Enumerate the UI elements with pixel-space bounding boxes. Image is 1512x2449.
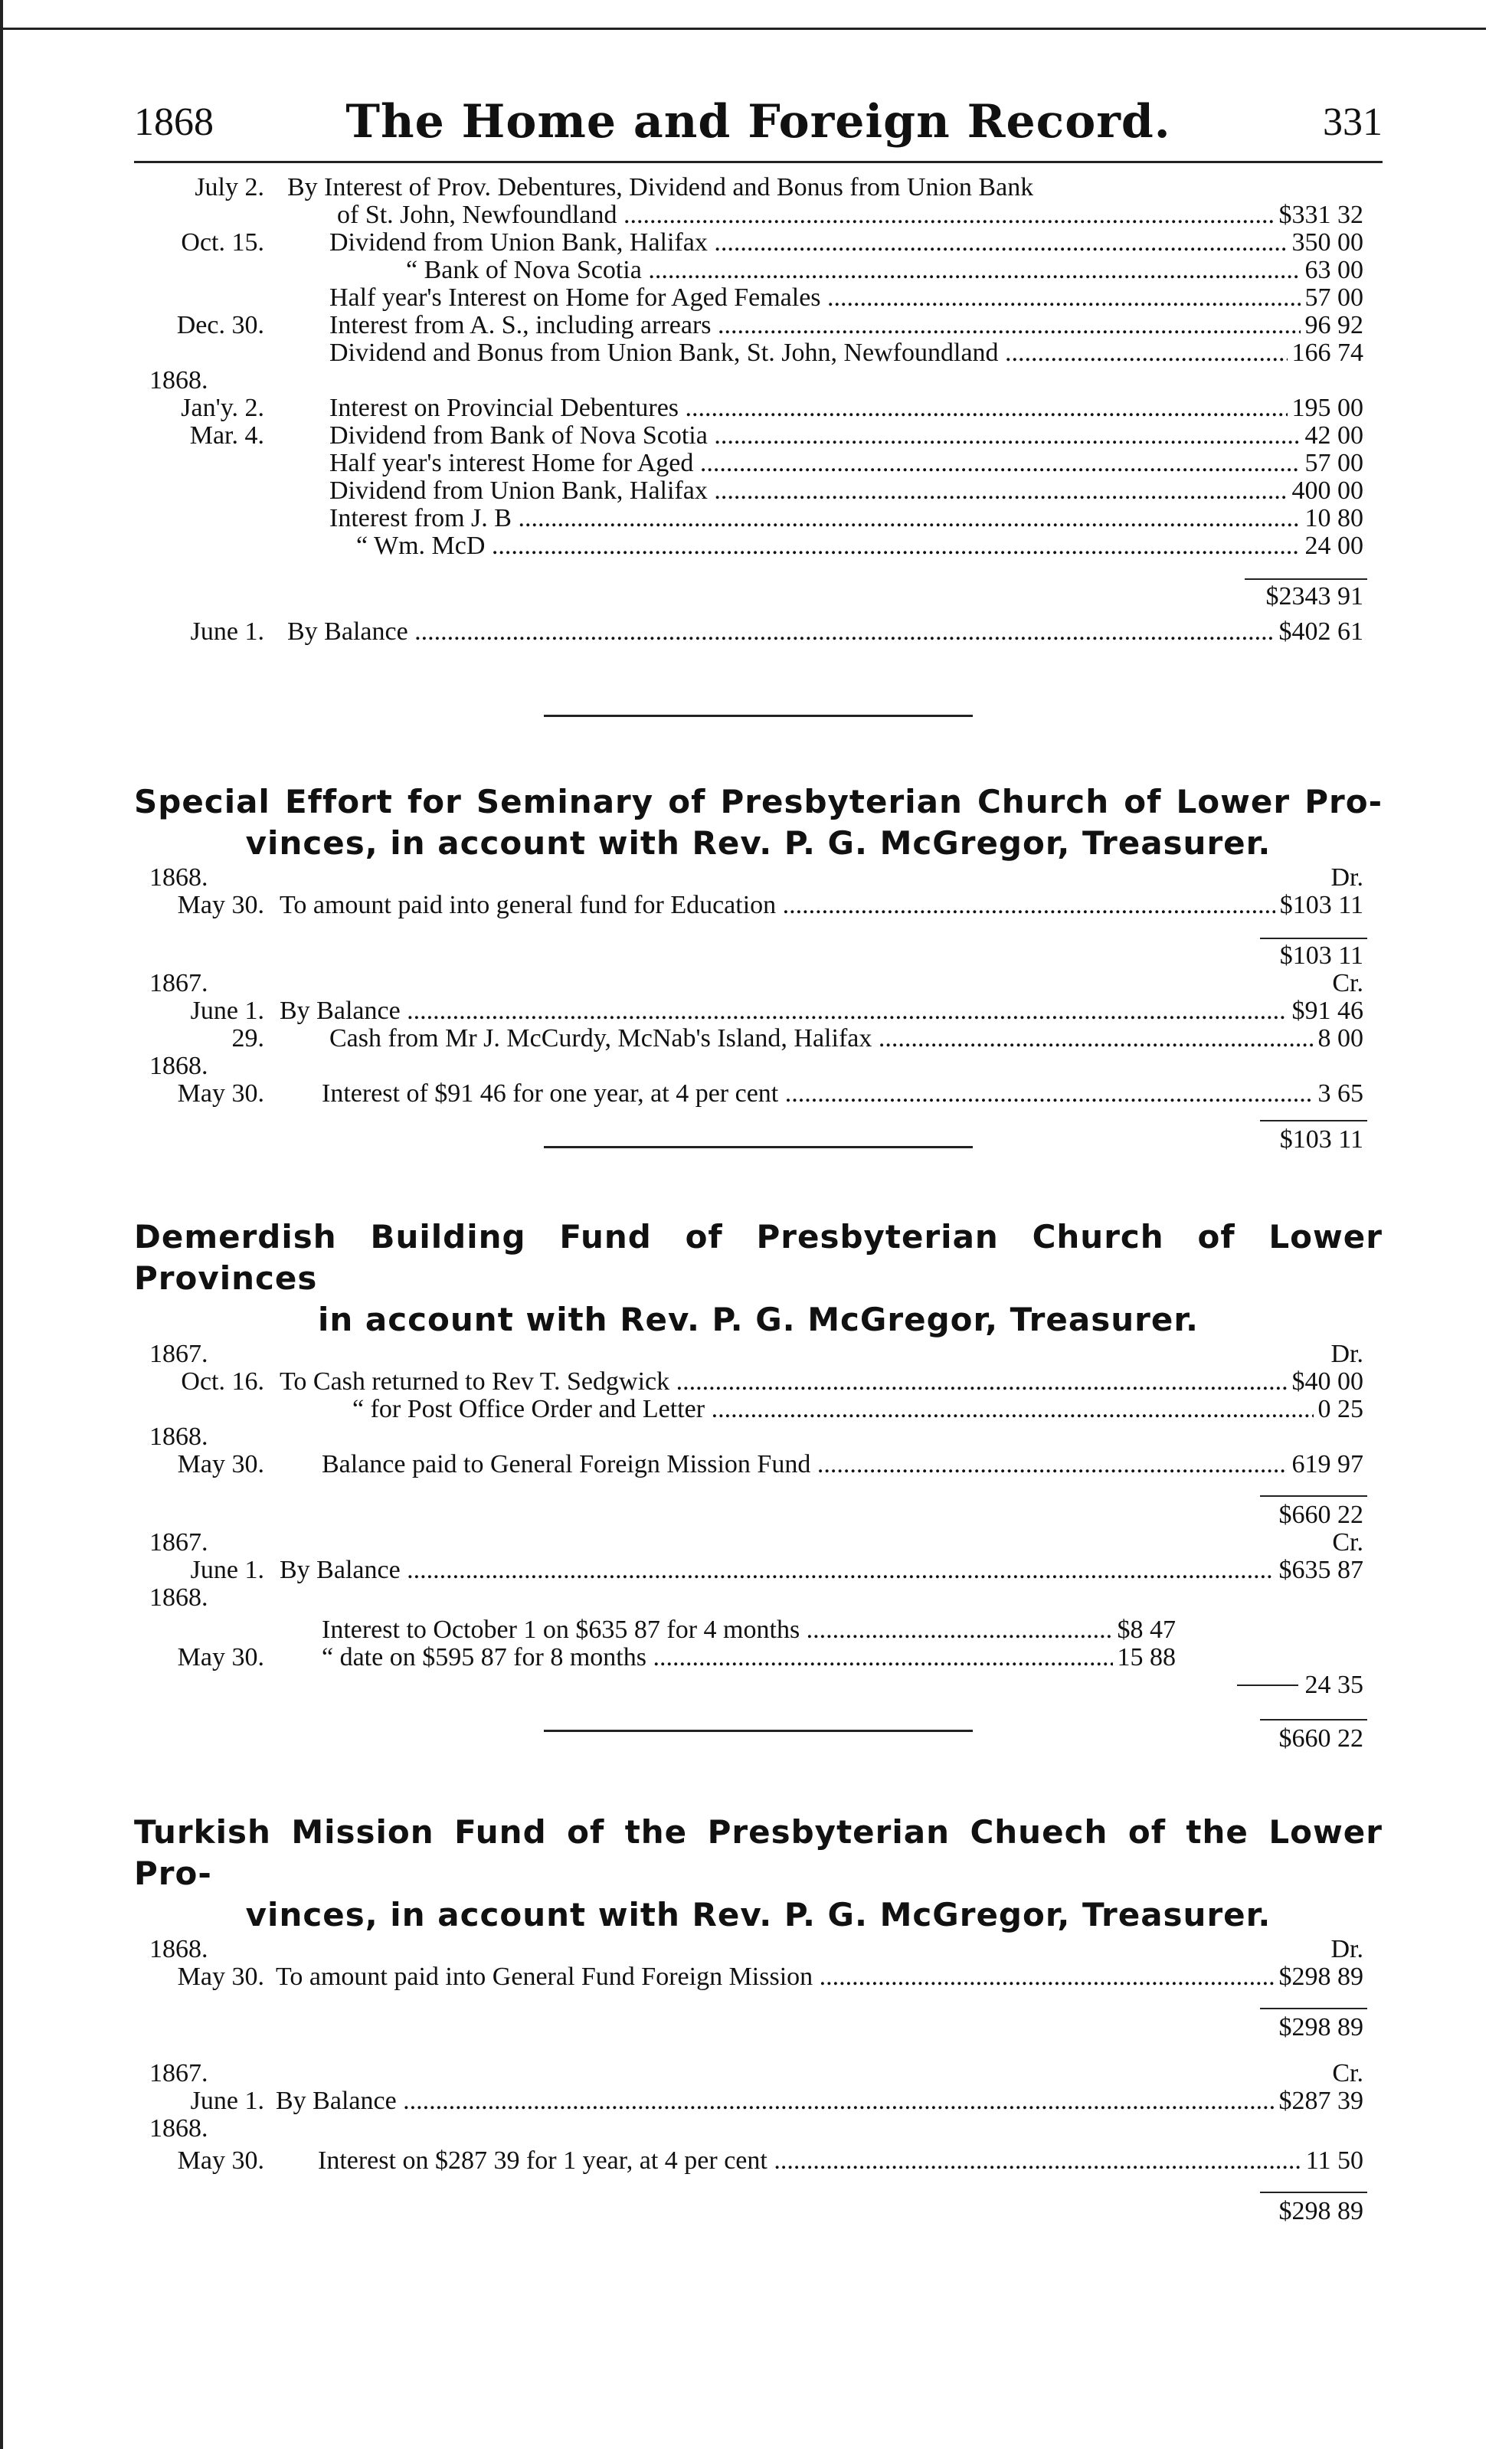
- entry-date: May 30.: [177, 1643, 264, 1671]
- ledger-row: [134, 1557, 1383, 1584]
- entry-description: To amount paid into general fund for Education .....: [280, 892, 1363, 919]
- debit-total: $298 89: [1275, 2014, 1364, 2041]
- entry-amount: 3 65: [1314, 1080, 1364, 1108]
- section-total: $2343 91: [1262, 583, 1364, 611]
- entry-year: 1867.: [149, 1340, 208, 1368]
- debit-total: $103 11: [1275, 942, 1363, 970]
- entry-description: Interest to October 1 on $635 87 for 4 months .....: [322, 1616, 1176, 1644]
- entry-description: Half year's interest Home for Aged .....: [329, 450, 1363, 477]
- entry-date: May 30.: [177, 1079, 264, 1108]
- total-row: [134, 942, 1383, 970]
- section-divider: [544, 1146, 973, 1151]
- entry-year: 1868.: [149, 1935, 208, 1963]
- ledger-row: [134, 229, 1383, 257]
- entry-amount: $331 32: [1275, 201, 1364, 229]
- interest-sum-row: [134, 1671, 1383, 1699]
- credit-label: Cr.: [1332, 1528, 1363, 1557]
- ledger-row: [134, 1080, 1383, 1108]
- entry-description: Dividend from Union Bank, Halifax .....: [329, 229, 1363, 257]
- entry-date: June 1.: [190, 997, 264, 1025]
- total-row: [134, 583, 1383, 611]
- credit-header-row: [134, 1529, 1383, 1557]
- entry-amount: 8 00: [1314, 1025, 1364, 1053]
- sum-dash: [1237, 1685, 1298, 1686]
- ledger-row: [134, 174, 1383, 201]
- entry-year: 1867.: [149, 969, 208, 997]
- entry-amount: 57 00: [1301, 450, 1364, 477]
- entry-date: May 30.: [177, 1450, 264, 1478]
- ledger-row: [134, 477, 1383, 505]
- entry-description: By Balance .....: [280, 1557, 1363, 1584]
- entry-description: By Balance .....: [280, 997, 1363, 1025]
- credit-total: $298 89: [1275, 2198, 1364, 2225]
- ledger-row: [134, 422, 1383, 450]
- entry-description: Dividend and Bonus from Union Bank, St. John, Newfoundland .....: [329, 339, 1363, 367]
- entry-amount: 96 92: [1301, 312, 1364, 339]
- debit-label: Dr.: [1330, 1340, 1363, 1368]
- ledger-row: [134, 450, 1383, 477]
- ledger-row: [134, 284, 1383, 312]
- entry-date: May 30.: [177, 2146, 264, 2175]
- entry-description: Interest of $91 46 for one year, at 4 per cent .....: [322, 1080, 1363, 1108]
- entry-amount: 63 00: [1301, 257, 1364, 284]
- entry-date: May 30.: [177, 1963, 264, 1991]
- ledger-row: [134, 892, 1383, 919]
- entry-year: 1868.: [149, 366, 208, 395]
- entry-description: “ date on $595 87 for 8 months .....: [322, 1644, 1176, 1671]
- entry-date: Dec. 30.: [176, 311, 264, 339]
- journal-title: The Home and Foreign Record.: [345, 95, 1171, 149]
- ledger-row: [134, 1025, 1383, 1053]
- ledger-year-row: [134, 1423, 1383, 1451]
- credit-label: Cr.: [1332, 969, 1363, 997]
- sum-rule: [1260, 1719, 1367, 1721]
- entry-amount: 400 00: [1288, 477, 1364, 505]
- entry-date: June 1.: [190, 2087, 264, 2115]
- entry-description: By Balance .....: [276, 2087, 1363, 2115]
- entry-date: Oct. 16.: [181, 1367, 264, 1396]
- entry-amount: $402 61: [1275, 618, 1364, 646]
- entry-amount: $40 00: [1288, 1368, 1364, 1396]
- heading-line: vinces, in account with Rev. P. G. McGregor, Treasurer.: [245, 1896, 1271, 1933]
- ledger-row: [134, 2087, 1383, 2115]
- entry-description: By Balance .....: [287, 618, 1363, 646]
- entry-date: May 30.: [177, 891, 264, 919]
- entry-year: 1868.: [149, 1052, 208, 1080]
- page-edge-line: [0, 0, 3, 2449]
- ledger-row: [134, 257, 1383, 284]
- sum-rule: [1260, 1120, 1367, 1121]
- interest-row: [134, 1644, 1383, 1671]
- entry-year: 1867.: [149, 2059, 208, 2087]
- credit-header-row: [134, 970, 1383, 997]
- total-row: [134, 2198, 1383, 2225]
- ledger-year-row: [134, 367, 1383, 395]
- credit-label: Cr.: [1332, 2059, 1363, 2087]
- entry-description: Interest from A. S., including arrears .....: [329, 312, 1363, 339]
- entry-description: “ for Post Office Order and Letter .....: [352, 1396, 1363, 1423]
- ledger-row: [134, 339, 1383, 367]
- entry-description: “ Wm. McD .....: [356, 532, 1363, 560]
- sum-rule: [1260, 1495, 1367, 1497]
- seminary-fund-section: [134, 781, 1383, 1154]
- ledger-row: [134, 395, 1383, 422]
- sum-rule: [1245, 578, 1367, 580]
- ledger-row: [134, 532, 1383, 560]
- entry-description: To amount paid into General Fund Foreign Mission .....: [276, 1963, 1363, 1991]
- ledger-row: [134, 1963, 1383, 1991]
- demerdish-fund-section: [134, 1216, 1383, 1753]
- sum-rule: [1260, 2008, 1367, 2009]
- entry-year: 1868.: [149, 863, 208, 892]
- turkish-mission-fund-section: [134, 1812, 1383, 2225]
- entry-amount: $635 87: [1275, 1557, 1364, 1584]
- entry-amount: 0 25: [1314, 1396, 1364, 1423]
- interest-row: [134, 1616, 1383, 1644]
- entry-description: To Cash returned to Rev T. Sedgwick .....: [280, 1368, 1363, 1396]
- total-row: [134, 1501, 1383, 1529]
- credit-total: $103 11: [1275, 1126, 1363, 1154]
- entry-description: Half year's Interest on Home for Aged Females .....: [329, 284, 1363, 312]
- debit-label: Dr.: [1330, 1935, 1363, 1963]
- entry-date: July 2.: [195, 173, 264, 201]
- entry-amount: $91 46: [1288, 997, 1364, 1025]
- credit-header-row: [134, 2060, 1383, 2087]
- heading-line: vinces, in account with Rev. P. G. McGregor, Treasurer.: [245, 824, 1271, 862]
- debit-header-row: [134, 864, 1383, 892]
- entry-description: Interest on Provincial Debentures .....: [329, 395, 1363, 422]
- section-divider: [544, 1730, 973, 1735]
- section-heading: [134, 781, 1383, 864]
- interest-account-section: [134, 174, 1383, 646]
- entry-year: 1867.: [149, 1528, 208, 1557]
- entry-description: By Interest of Prov. Debentures, Dividend and Bonus from Union Bank: [287, 174, 1034, 201]
- entry-description: Interest on $287 39 for 1 year, at 4 per cent .....: [318, 2147, 1363, 2175]
- entry-amount: $298 89: [1275, 1963, 1364, 1991]
- ledger-row: [134, 505, 1383, 532]
- ledger-year-row: [134, 1053, 1383, 1080]
- debit-label: Dr.: [1330, 863, 1363, 892]
- heading-line: in account with Rev. P. G. McGregor, Treasurer.: [317, 1301, 1199, 1338]
- sub-amount: $8 47: [1113, 1616, 1177, 1644]
- entry-description: Dividend from Bank of Nova Scotia .....: [329, 422, 1363, 450]
- total-row: [134, 2014, 1383, 2041]
- entry-amount: 42 00: [1301, 422, 1364, 450]
- running-header: [134, 84, 1383, 163]
- debit-header-row: [134, 1341, 1383, 1368]
- entry-amount: $287 39: [1275, 2087, 1364, 2115]
- section-heading: [134, 1812, 1383, 1936]
- interest-sum: 24 35: [1301, 1671, 1364, 1699]
- entry-amount: 57 00: [1301, 284, 1364, 312]
- entry-year: 1868.: [149, 2114, 208, 2143]
- entry-description: Balance paid to General Foreign Mission Fund .....: [322, 1451, 1363, 1478]
- entry-date: Mar. 4.: [189, 421, 264, 450]
- entry-date: June 1.: [190, 617, 264, 646]
- ledger-row: [134, 201, 1383, 229]
- entry-amount: $103 11: [1275, 892, 1363, 919]
- scan-top-rule: [0, 28, 1486, 30]
- entry-year: 1868.: [149, 1583, 208, 1612]
- entry-amount: 11 50: [1301, 2147, 1363, 2175]
- entry-amount: 10 80: [1301, 505, 1364, 532]
- sub-amount: 15 88: [1113, 1644, 1177, 1671]
- entry-amount: 619 97: [1288, 1451, 1364, 1478]
- ledger-row: [134, 1451, 1383, 1478]
- entry-description: “ Bank of Nova Scotia .....: [406, 257, 1363, 284]
- ledger-row: [134, 1368, 1383, 1396]
- ledger-row: [134, 2147, 1383, 2175]
- entry-description: Dividend from Union Bank, Halifax .....: [329, 477, 1363, 505]
- ledger-year-row: [134, 2115, 1383, 2143]
- entry-description: Interest from J. B .....: [329, 505, 1363, 532]
- section-divider: [544, 715, 973, 720]
- credit-total: $660 22: [1275, 1725, 1364, 1753]
- sum-rule: [1260, 938, 1367, 939]
- section-heading: [134, 1216, 1383, 1341]
- heading-line: Turkish Mission Fund of the Presbyterian Chuech of the Lower Pro-: [134, 1813, 1383, 1892]
- entry-description: Cash from Mr J. McCurdy, McNab's Island, Halifax .....: [329, 1025, 1363, 1053]
- debit-total: $660 22: [1275, 1501, 1364, 1529]
- debit-header-row: [134, 1936, 1383, 1963]
- heading-line: Special Effort for Seminary of Presbyterian Church of Lower Pro-: [134, 783, 1383, 820]
- entry-description: of St. John, Newfoundland .....: [337, 201, 1363, 229]
- entry-date: Oct. 15.: [181, 228, 264, 257]
- page: [134, 84, 1383, 2225]
- entry-date: Jan'y. 2.: [181, 394, 264, 422]
- entry-amount: 166 74: [1288, 339, 1364, 367]
- ledger-year-row: [134, 1584, 1383, 1612]
- sum-rule: [1260, 2192, 1367, 2193]
- entry-amount: 350 00: [1288, 229, 1364, 257]
- ledger-row: [134, 312, 1383, 339]
- heading-line: Demerdish Building Fund of Presbyterian Church of Lower Provinces: [134, 1218, 1383, 1297]
- balance-row: [134, 618, 1383, 646]
- entry-date: 29.: [231, 1024, 264, 1053]
- entry-amount: 24 00: [1301, 532, 1364, 560]
- entry-year: 1868.: [149, 1423, 208, 1451]
- ledger-row: [134, 997, 1383, 1025]
- entry-amount: 195 00: [1288, 395, 1364, 422]
- page-number: 331: [1323, 100, 1383, 144]
- ledger-row: [134, 1396, 1383, 1423]
- header-year: 1868: [134, 100, 214, 144]
- entry-date: June 1.: [190, 1556, 264, 1584]
